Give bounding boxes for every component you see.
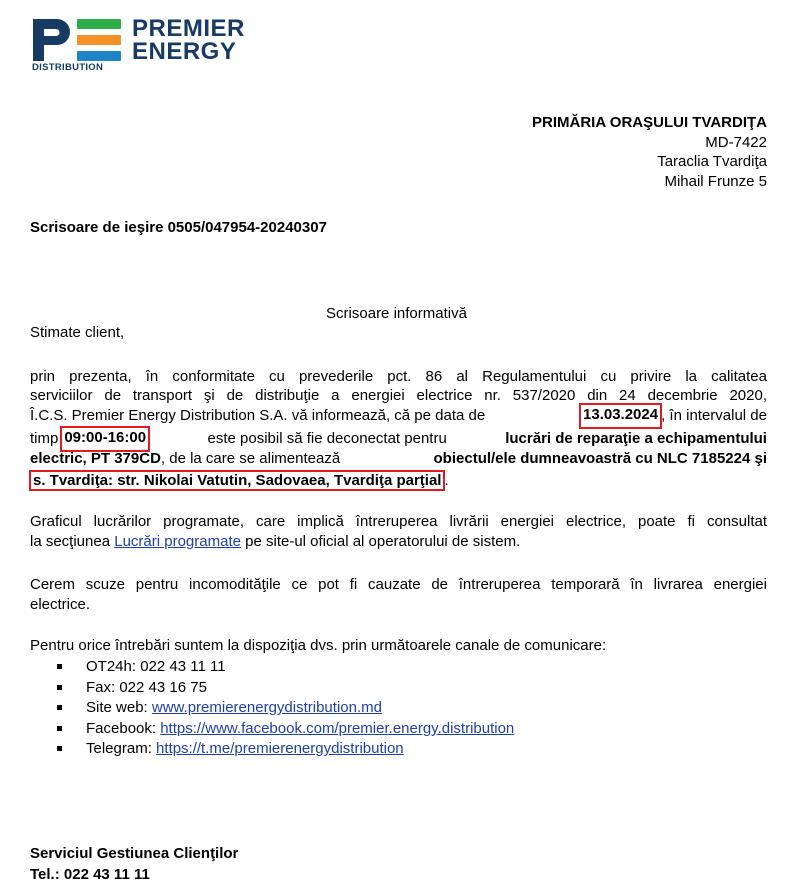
channel-label: Facebook: [86, 719, 157, 737]
body-line-4 [30, 429, 767, 449]
schedule-line-1: Graficul lucrărilor programate, care implică întreruperea livrării energiei electrice, poate fi consultat [30, 513, 767, 530]
body-line-1: prin prezenta, în conformitate cu prevederile pct. 86 al Regulamentului cu privire la calitatea [30, 368, 767, 385]
transformer-station: electric, PT 379CD [30, 450, 161, 467]
signature-block [30, 843, 238, 885]
schedule-line-2 [30, 532, 767, 552]
contact-intro: Pentru orice întrebări suntem la dispoziţia dvs. prin următoarele canale de comunicare: [30, 637, 607, 654]
schedule-line-2-start: la secţiunea [30, 533, 111, 550]
channel-facebook [55, 719, 514, 740]
body-line-2: serviciilor de transport şi de distribuţie a energiei electrice nr. 537/2020 din 24 decembrie 2020, [30, 387, 767, 404]
body-line-4-middle: este posibil să fie deconectat pentru [207, 430, 447, 447]
channel-ot24h [55, 657, 514, 678]
affected-objects: obiectul/ele dumneavoastră cu NLC 7185224 şi [433, 450, 767, 467]
telegram-link[interactable]: https://t.me/premierenergydistribution [156, 740, 404, 757]
signature-phone: Tel.: 022 43 11 11 [30, 866, 150, 883]
work-description: lucrări de reparaţie a echipamentului [505, 430, 767, 447]
body-line-5-middle: , de la care se alimentează [160, 450, 341, 467]
outage-date: 13.03.2024 [579, 403, 662, 429]
channel-label: OT24h: 022 43 11 11 [86, 658, 226, 675]
body-line-6-end: . [444, 472, 449, 489]
website-link[interactable]: www.premierenergydistribution.md [151, 699, 382, 716]
channel-telegram [55, 739, 514, 760]
body-line-3-start: Î.C.S. Premier Energy Distribution S.A. vă informează, că pe data de [30, 407, 486, 424]
channel-label: Site web: [86, 699, 148, 716]
channel-fax [55, 678, 514, 699]
recipient-name: PRIMĂRIA ORAŞULUI TVARDIŢA [532, 114, 767, 131]
recipient-address [532, 113, 767, 191]
planned-works-link[interactable]: Lucrări programate [114, 533, 241, 550]
body-line-5 [30, 449, 767, 469]
logo-subtitle: DISTRIBUTION [32, 62, 104, 73]
apology-line-2: electrice. [30, 596, 91, 613]
body-line-6 [30, 471, 767, 491]
recipient-street: Mihail Frunze 5 [664, 172, 767, 190]
apology-line-1: Cerem scuze pentru incomodităţile ce pot fi cauzate de întreruperea temporară în livrarea energiei [30, 576, 767, 593]
logo-word-energy: ENERGY [132, 38, 237, 65]
channel-label: Fax: 022 43 16 75 [86, 678, 207, 696]
letter-title: Scrisoare informativă [326, 305, 467, 322]
channel-website [55, 698, 514, 719]
outage-time: 09:00-16:00 [60, 426, 150, 452]
schedule-line-2-end: pe site-ul oficial al operatorului de sistem. [245, 533, 521, 550]
recipient-locality: Taraclia Tvardiţa [657, 153, 767, 170]
body-line-3-end: , în intervalul de [661, 407, 767, 424]
body-line-4-start: timp [30, 430, 59, 447]
channel-label: Telegram: [86, 740, 152, 757]
affected-locations: s. Tvardiţa: str. Nikolai Vatutin, Sadovaea, Tvardiţa parţial [29, 470, 445, 491]
recipient-postal-code: MD-7422 [705, 133, 767, 151]
facebook-link[interactable]: https://www.facebook.com/premier.energy.distribution [160, 719, 515, 737]
company-logo [31, 14, 271, 76]
body-line-3 [30, 406, 767, 426]
greeting: Stimate client, [30, 324, 125, 341]
pe-monogram-icon [31, 17, 127, 63]
contact-channels-list [55, 657, 514, 760]
signature-department: Serviciul Gestiunea Clienţilor [30, 845, 239, 862]
logo-word-premier: PREMIER [132, 15, 245, 42]
letter-reference: Scrisoare de ieşire 0505/047954-20240307 [30, 219, 327, 236]
